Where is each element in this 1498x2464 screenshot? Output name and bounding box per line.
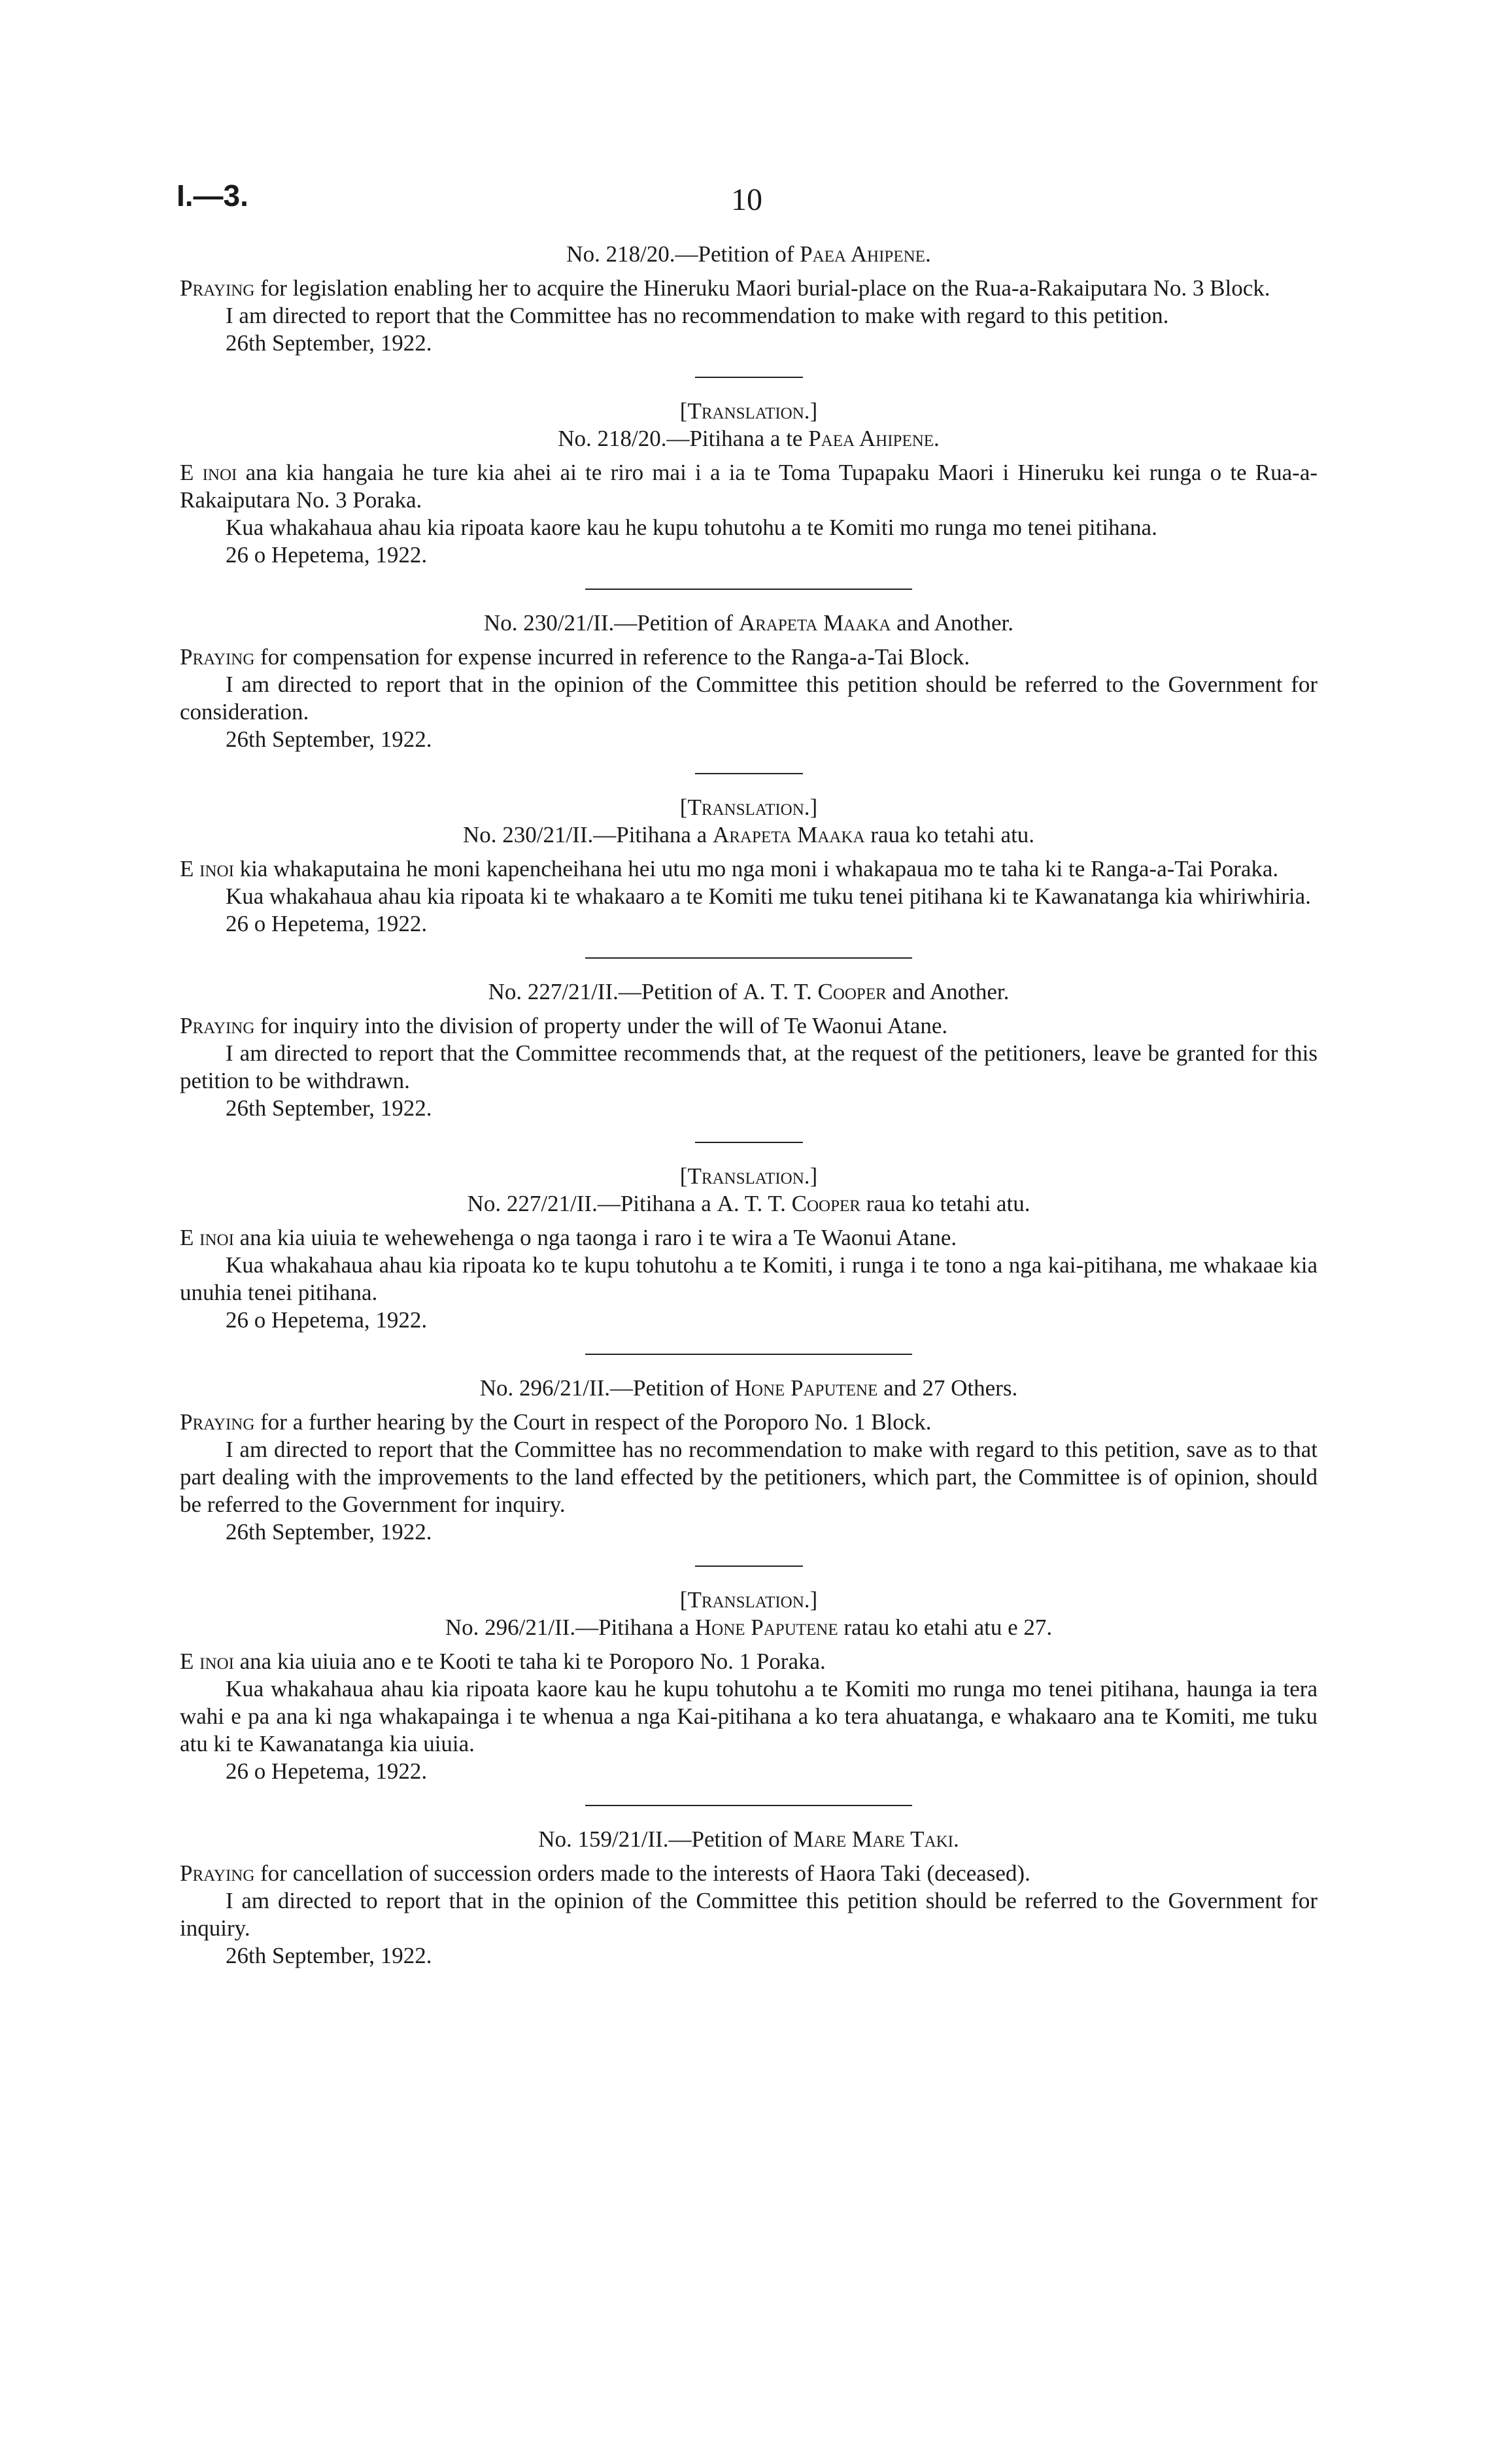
translation-label: [Translation.] [679,1163,818,1189]
petition-date: 26th September, 1922. [226,1943,432,1968]
petition-title: No. 227/21/II.—Petition of A. T. T. Cooper and Another. [488,979,1010,1004]
translation-date: 26 o Hepetema, 1922. [226,1307,428,1333]
petition-report: I am directed to report that the Committee has no recommendation to make with regard to this petition, save as to that part dealing with the improvements to the land effected by the petitioners, which part, the Committee is of opinion, should be referred to the Government for inquiry. [180,1437,1318,1517]
petition-title: No. 218/20.—Petition of Paea Ahipene. [566,241,931,267]
section-divider [585,1805,912,1806]
translation-title: No. 227/21/II.—Pitihana a A. T. T. Cooper raua ko tetahi atu. [467,1191,1030,1216]
section-divider [585,1354,912,1355]
translation-prayer: E inoi ana kia hangaia he ture kia ahei ai te riro mai i a ia te Toma Tupapaku Maori i Hineruku kei runga o te Rua-a-Rakaiputara No. 3 Poraka. [180,460,1318,513]
parliamentary-paper-ref: I.—3. [177,179,248,213]
translation-report: Kua whakahaua ahau kia ripoata ki te whakaaro a te Komiti me tuku tenei pitihana ki te Kawanatanga kia whiriwhiria. [226,883,1311,909]
translation-date: 26 o Hepetema, 1922. [226,542,428,568]
petition-section [180,241,1318,590]
petition-report: I am directed to report that the Committee has no recommendation to make with regard to this petition. [226,303,1169,328]
petition-prayer: Praying for a further hearing by the Court in respect of the Poroporo No. 1 Block. [180,1409,932,1435]
page-number: 10 [731,182,762,217]
translation-label: [Translation.] [679,795,818,820]
petition-date: 26th September, 1922. [226,727,432,752]
translation-prayer: E inoi ana kia uiuia te wehewehenga o nga taonga i raro i te wira a Te Waonui Atane. [180,1225,957,1250]
translation-report: Kua whakahaua ahau kia ripoata kaore kau he kupu tohutohu a te Komiti mo runga mo tenei pitihana, haunga ia tera wahi e pa ana ki nga whakapainga i te whenua a nga Kai-pitihana a ko tera ahuatanga, e whakaaro ana te Komiti, me tuku atu ki te Kawanatanga kia uiuia. [180,1676,1318,1756]
petition-section [180,1826,1318,1970]
petition-title: No. 230/21/II.—Petition of Arapeta Maaka and Another. [483,610,1014,636]
petition-report: I am directed to report that in the opinion of the Committee this petition should be referred to the Government for consideration. [180,672,1318,725]
petition-prayer: Praying for compensation for expense incurred in reference to the Ranga-a-Tai Block. [180,644,970,670]
petition-prayer: Praying for legislation enabling her to acquire the Hineruku Maori burial-place on the Rua-a-Rakaiputara No. 3 Block. [180,275,1270,301]
petition-prayer: Praying for cancellation of succession orders made to the interests of Haora Taki (deceased). [180,1860,1030,1886]
petition-date: 26th September, 1922. [226,1095,432,1121]
petition-prayer: Praying for inquiry into the division of property under the will of Te Waonui Atane. [180,1013,948,1038]
petition-report: I am directed to report that in the opinion of the Committee this petition should be referred to the Government for inquiry. [180,1888,1318,1941]
translation-title: No. 296/21/II.—Pitihana a Hone Paputene ratau ko etahi atu e 27. [445,1615,1053,1640]
divider-rule [695,773,803,774]
petition-section [180,978,1318,1355]
translation-title: No. 230/21/II.—Pitihana a Arapeta Maaka raua ko tetahi atu. [462,822,1035,847]
translation-label: [Translation.] [679,1587,818,1613]
translation-report: Kua whakahaua ahau kia ripoata ko te kupu tohutohu a te Komiti, i runga i te tono a nga kai-pitihana, me whakaae kia unuhia tenei pitihana. [180,1252,1318,1305]
petition-title: No. 296/21/II.—Petition of Hone Paputene and 27 Others. [479,1375,1018,1401]
translation-date: 26 o Hepetema, 1922. [226,911,428,936]
translation-prayer: E inoi kia whakaputaina he moni kapencheihana hei utu mo nga moni i whakapaua mo te taha ki te Ranga-a-Tai Poraka. [180,856,1279,881]
petitions-content [180,241,1318,1970]
petition-section [180,609,1318,959]
divider-rule [695,1566,803,1567]
translation-label: [Translation.] [679,398,818,424]
divider-rule [695,377,803,378]
translation-report: Kua whakahaua ahau kia ripoata kaore kau he kupu tohutohu a te Komiti mo runga mo tenei pitihana. [226,515,1157,540]
petition-date: 26th September, 1922. [226,330,432,356]
translation-prayer: E inoi ana kia uiuia ano e te Kooti te taha ki te Poroporo No. 1 Poraka. [180,1649,826,1674]
petition-title: No. 159/21/II.—Petition of Mare Mare Taki. [538,1826,959,1852]
petition-report: I am directed to report that the Committee recommends that, at the request of the petitioners, leave be granted for this petition to be withdrawn. [180,1040,1318,1093]
translation-title: No. 218/20.—Pitihana a te Paea Ahipene. [558,426,940,451]
petition-date: 26th September, 1922. [226,1519,432,1545]
section-divider [585,589,912,590]
petition-section [180,1375,1318,1806]
section-divider [585,957,912,959]
divider-rule [695,1142,803,1143]
translation-date: 26 o Hepetema, 1922. [226,1758,428,1784]
